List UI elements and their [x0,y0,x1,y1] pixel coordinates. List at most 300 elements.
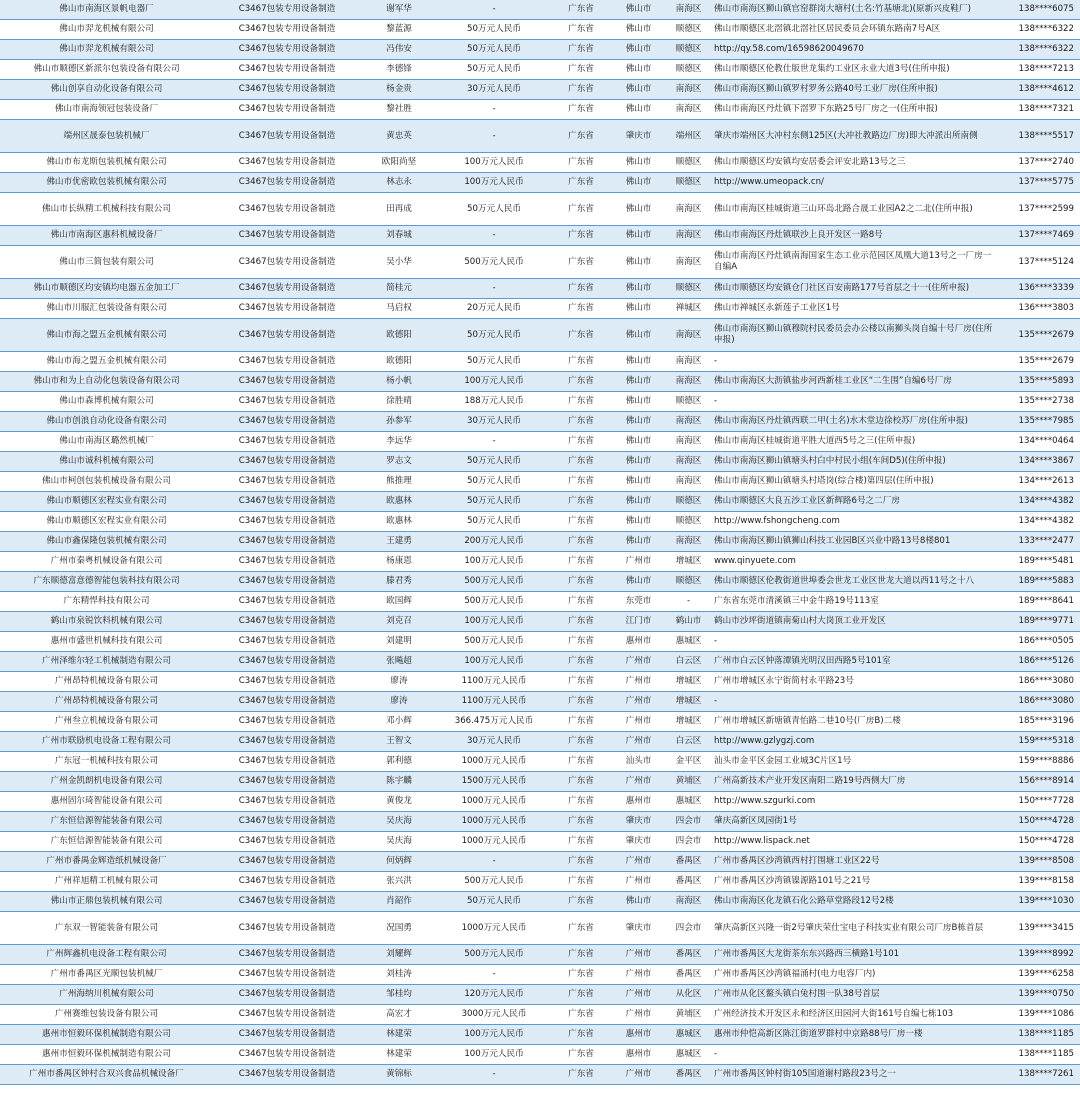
legal-person-cell: 林志永 [361,173,437,193]
address-cell: 佛山市顺德区均安镇仓门社区百安南路177号首层之十一(住所申报) [711,279,1000,299]
registered-capital-cell: 200万元人民币 [437,532,551,552]
registered-capital-cell: 500万元人民币 [437,246,551,279]
province-cell: 广东省 [551,299,611,319]
city-cell: 佛山市 [611,372,666,392]
table-row [0,1005,1080,1025]
registered-capital-cell: 1100万元人民币 [437,692,551,712]
address-cell: 佛山市顺德区伦教街道世埠委会世龙工业区世龙大道以西11号之十八 [711,572,1000,592]
city-cell: 广州市 [611,985,666,1005]
address-cell: 佛山市南海区丹灶镇联沙上良开发区一路8号 [711,226,1000,246]
address-cell: http://www.gzlygzj.com [711,732,1000,752]
company-name-cell: 广东恒信源智能装备有限公司 [0,832,213,852]
province-cell: 广东省 [551,279,611,299]
legal-person-cell: 邹桂均 [361,985,437,1005]
phone-cell: 185****3196 [1000,712,1080,732]
registered-capital-cell: 100万元人民币 [437,153,551,173]
table-row [0,985,1080,1005]
city-cell: 佛山市 [611,572,666,592]
table-row [0,193,1080,226]
phone-cell: 189****9771 [1000,612,1080,632]
district-cell: 南海区 [666,319,711,352]
address-cell: http://www.umeopack.cn/ [711,173,1000,193]
industry-cell: C3467包装专用设备制造 [213,40,361,60]
legal-person-cell: 杨金贵 [361,80,437,100]
district-cell: 顺德区 [666,20,711,40]
district-cell: 惠城区 [666,1045,711,1065]
table-row [0,492,1080,512]
address-cell: 佛山市南海区狮山镇官窑群岗大塘村(土名:竹基塘北)(原新兴皮鞋厂) [711,0,1000,20]
city-cell: 佛山市 [611,100,666,120]
legal-person-cell: 黎蓝源 [361,20,437,40]
city-cell: 广州市 [611,652,666,672]
district-cell: 惠城区 [666,1025,711,1045]
legal-person-cell: 欧国辉 [361,592,437,612]
company-name-cell: 佛山市羿龙机械有限公司 [0,40,213,60]
phone-cell: 138****6075 [1000,0,1080,20]
industry-cell: C3467包装专用设备制造 [213,872,361,892]
phone-cell: 135****2679 [1000,352,1080,372]
address-cell: 广州市番禺区沙湾镇镍源路101号之21号 [711,872,1000,892]
city-cell: 佛山市 [611,892,666,912]
table-row [0,872,1080,892]
district-cell: 四会市 [666,912,711,945]
industry-cell: C3467包装专用设备制造 [213,1025,361,1045]
table-row [0,100,1080,120]
industry-cell: C3467包装专用设备制造 [213,472,361,492]
legal-person-cell: 滕君秀 [361,572,437,592]
table-row [0,80,1080,100]
registered-capital-cell: 100万元人民币 [437,652,551,672]
province-cell: 广东省 [551,672,611,692]
legal-person-cell: 林建荣 [361,1025,437,1045]
legal-person-cell: 林建荣 [361,1045,437,1065]
legal-person-cell: 李远华 [361,432,437,452]
registered-capital-cell: 50万元人民币 [437,60,551,80]
company-name-cell: 广州市番禺区钟村合双兴食品机械设备厂 [0,1065,213,1085]
district-cell: 番禺区 [666,852,711,872]
table-row [0,552,1080,572]
district-cell: 从化区 [666,985,711,1005]
province-cell: 广东省 [551,173,611,193]
industry-cell: C3467包装专用设备制造 [213,80,361,100]
phone-cell: 135****2679 [1000,319,1080,352]
registered-capital-cell: 50万元人民币 [437,452,551,472]
company-name-cell: 佛山市布龙斯包装机械有限公司 [0,153,213,173]
industry-cell: C3467包装专用设备制造 [213,572,361,592]
legal-person-cell: 谢军华 [361,0,437,20]
phone-cell: 156****8914 [1000,772,1080,792]
address-cell: 广州经济技术开发区永和经济区田园河大街161号自编七栋103 [711,1005,1000,1025]
phone-cell: 133****2477 [1000,532,1080,552]
province-cell: 广东省 [551,1065,611,1085]
city-cell: 广州市 [611,552,666,572]
phone-cell: 138****1185 [1000,1045,1080,1065]
province-cell: 广东省 [551,945,611,965]
registered-capital-cell: 100万元人民币 [437,173,551,193]
registered-capital-cell: 50万元人民币 [437,352,551,372]
table-row [0,472,1080,492]
table-row [0,452,1080,472]
legal-person-cell: 况国勇 [361,912,437,945]
phone-cell: 138****4612 [1000,80,1080,100]
district-cell: 南海区 [666,246,711,279]
company-name-cell: 广州辉鑫机电设备工程有限公司 [0,945,213,965]
table-row [0,352,1080,372]
city-cell: 佛山市 [611,532,666,552]
phone-cell: 139****8508 [1000,852,1080,872]
table-row [0,372,1080,392]
company-name-cell: 佛山市和为上自动化包装设备有限公司 [0,372,213,392]
registered-capital-cell: - [437,852,551,872]
table-row [0,672,1080,692]
district-cell: 顺德区 [666,572,711,592]
address-cell: - [711,392,1000,412]
legal-person-cell: 李德锋 [361,60,437,80]
province-cell: 广东省 [551,1045,611,1065]
registered-capital-cell: 1000万元人民币 [437,792,551,812]
table-row [0,712,1080,732]
city-cell: 佛山市 [611,193,666,226]
city-cell: 惠州市 [611,792,666,812]
province-cell: 广东省 [551,60,611,80]
table-row [0,299,1080,319]
address-cell: 汕头市金平区金园工业城3C片区1号 [711,752,1000,772]
address-cell: 佛山市顺德区北滘镇北滘社区居民委员会环镇东路南7号A区 [711,20,1000,40]
district-cell: 鹤山市 [666,612,711,632]
district-cell: 惠城区 [666,792,711,812]
province-cell: 广东省 [551,612,611,632]
company-name-cell: 佛山市顺德区宏程实业有限公司 [0,512,213,532]
province-cell: 广东省 [551,532,611,552]
company-name-cell: 佛山市海之盟五金机械有限公司 [0,352,213,372]
address-cell: 佛山市南海区化龙镇石化公路草堂路段12号2楼 [711,892,1000,912]
district-cell: 端州区 [666,120,711,153]
city-cell: 江门市 [611,612,666,632]
industry-cell: C3467包装专用设备制造 [213,412,361,432]
province-cell: 广东省 [551,652,611,672]
phone-cell: 137****7469 [1000,226,1080,246]
city-cell: 惠州市 [611,1045,666,1065]
district-cell: 白云区 [666,652,711,672]
company-name-cell: 佛山市鑫保隆包装机械有限公司 [0,532,213,552]
industry-cell: C3467包装专用设备制造 [213,945,361,965]
district-cell: 四会市 [666,812,711,832]
registered-capital-cell: 100万元人民币 [437,1025,551,1045]
registered-capital-cell: 50万元人民币 [437,319,551,352]
table-row [0,512,1080,532]
company-name-cell: 佛山市海之盟五金机械有限公司 [0,319,213,352]
province-cell: 广东省 [551,1005,611,1025]
legal-person-cell: 孙参军 [361,412,437,432]
table-row [0,532,1080,552]
registered-capital-cell: 100万元人民币 [437,372,551,392]
table-row [0,832,1080,852]
city-cell: 惠州市 [611,632,666,652]
province-cell: 广东省 [551,120,611,153]
legal-person-cell: 田再成 [361,193,437,226]
city-cell: 广州市 [611,672,666,692]
district-cell: 顺德区 [666,153,711,173]
city-cell: 东莞市 [611,592,666,612]
district-cell: 南海区 [666,432,711,452]
registered-capital-cell: 50万元人民币 [437,512,551,532]
address-cell: www.qinyuete.com [711,552,1000,572]
address-cell: 肇庆高新区凤园街1号 [711,812,1000,832]
registered-capital-cell: 1500万元人民币 [437,772,551,792]
city-cell: 佛山市 [611,246,666,279]
industry-cell: C3467包装专用设备制造 [213,772,361,792]
province-cell: 广东省 [551,852,611,872]
table-row [0,392,1080,412]
industry-cell: C3467包装专用设备制造 [213,672,361,692]
address-cell: http://www.szgurki.com [711,792,1000,812]
table-row [0,732,1080,752]
company-name-cell: 广州昂特机械设备有限公司 [0,672,213,692]
company-name-cell: 佛山市创浪自动化设备有限公司 [0,412,213,432]
phone-cell: 134****4382 [1000,492,1080,512]
industry-cell: C3467包装专用设备制造 [213,279,361,299]
district-cell: - [666,592,711,612]
industry-cell: C3467包装专用设备制造 [213,532,361,552]
company-name-cell: 惠州市恒毅环保机械制造有限公司 [0,1045,213,1065]
address-cell: 广州市从化区鳌头镇白兔村围一队38号首层 [711,985,1000,1005]
district-cell: 南海区 [666,100,711,120]
district-cell: 增城区 [666,672,711,692]
table-row [0,0,1080,20]
city-cell: 广州市 [611,872,666,892]
province-cell: 广东省 [551,732,611,752]
district-cell: 番禺区 [666,872,711,892]
registered-capital-cell: 1000万元人民币 [437,912,551,945]
company-name-cell: 佛山创享自动化设备有限公司 [0,80,213,100]
registered-capital-cell: 50万元人民币 [437,40,551,60]
legal-person-cell: 黄锦标 [361,1065,437,1085]
industry-cell: C3467包装专用设备制造 [213,652,361,672]
industry-cell: C3467包装专用设备制造 [213,692,361,712]
province-cell: 广东省 [551,193,611,226]
address-cell: 佛山市顺德区均安镇均安居委会评安北路13号之三 [711,153,1000,173]
address-cell: 佛山市南海区狮山镇狮山科技工业园B区兴业中路13号8楼801 [711,532,1000,552]
registered-capital-cell: - [437,432,551,452]
company-name-cell: 佛山市顺德区均安镇均电器五金加工厂 [0,279,213,299]
district-cell: 禅城区 [666,299,711,319]
phone-cell: 150****4728 [1000,832,1080,852]
city-cell: 肇庆市 [611,120,666,153]
legal-person-cell: 简桂元 [361,279,437,299]
table-row [0,20,1080,40]
province-cell: 广东省 [551,472,611,492]
legal-person-cell: 黄俊龙 [361,792,437,812]
company-name-cell: 广州赛维包装设备有限公司 [0,1005,213,1025]
registered-capital-cell: 1100万元人民币 [437,672,551,692]
province-cell: 广东省 [551,752,611,772]
phone-cell: 135****2738 [1000,392,1080,412]
company-name-cell: 广东顺德富意德智能包装科技有限公司 [0,572,213,592]
province-cell: 广东省 [551,492,611,512]
address-cell: 广州市增城区新塘镇青怡路二巷10号(厂房B)二楼 [711,712,1000,732]
industry-cell: C3467包装专用设备制造 [213,1005,361,1025]
registered-capital-cell: 1000万元人民币 [437,812,551,832]
district-cell: 南海区 [666,372,711,392]
company-name-cell: 佛山市森博机械有限公司 [0,392,213,412]
registered-capital-cell: - [437,0,551,20]
province-cell: 广东省 [551,0,611,20]
address-cell: 鹤山市沙坪街道镇南菊山村大岗顶工业开发区 [711,612,1000,632]
province-cell: 广东省 [551,832,611,852]
company-name-cell: 佛山市南海领冠包装设备厂 [0,100,213,120]
company-name-cell: 广州叁立机械设备有限公司 [0,712,213,732]
registered-capital-cell: 30万元人民币 [437,80,551,100]
city-cell: 广州市 [611,945,666,965]
industry-cell: C3467包装专用设备制造 [213,100,361,120]
company-name-cell: 广州泽维尔轻工机械制造有限公司 [0,652,213,672]
table-row [0,772,1080,792]
city-cell: 佛山市 [611,279,666,299]
district-cell: 顺德区 [666,492,711,512]
industry-cell: C3467包装专用设备制造 [213,120,361,153]
legal-person-cell: 刘耀辉 [361,945,437,965]
city-cell: 佛山市 [611,226,666,246]
address-cell: 广州市增城区永宁街简村永平路23号 [711,672,1000,692]
legal-person-cell: 张飚超 [361,652,437,672]
address-cell: 佛山市南海区大沥镇盐步河西新桂工业区“二生围”自编6号厂房 [711,372,1000,392]
district-cell: 顺德区 [666,279,711,299]
district-cell: 南海区 [666,193,711,226]
phone-cell: 186****0505 [1000,632,1080,652]
address-cell: 佛山市南海区狮山镇塘头村塔岗(综合楼)第四层(住所申报) [711,472,1000,492]
legal-person-cell: 廖涛 [361,692,437,712]
province-cell: 广东省 [551,632,611,652]
phone-cell: 135****7985 [1000,412,1080,432]
legal-person-cell: 徐胜晴 [361,392,437,412]
table-row [0,153,1080,173]
city-cell: 佛山市 [611,173,666,193]
industry-cell: C3467包装专用设备制造 [213,392,361,412]
phone-cell: 136****3339 [1000,279,1080,299]
phone-cell: 186****3080 [1000,672,1080,692]
company-name-cell: 惠州市盛世机械科技有限公司 [0,632,213,652]
registered-capital-cell: 50万元人民币 [437,193,551,226]
legal-person-cell: 刘桂涛 [361,965,437,985]
address-cell: 佛山市南海区丹灶镇南海国家生态工业示范园区凤凰大道13号之一厂房一自编A [711,246,1000,279]
company-name-cell: 佛山市南海区惠科机械设备厂 [0,226,213,246]
address-cell: 惠州市仲恺高新区陈江街道罗群村中京路88号厂房一楼 [711,1025,1000,1045]
company-name-cell: 广东恒信源智能装备有限公司 [0,812,213,832]
company-name-cell: 佛山市川服汇包装设备有限公司 [0,299,213,319]
registered-capital-cell: 100万元人民币 [437,1045,551,1065]
legal-person-cell: 吴庆海 [361,832,437,852]
address-cell: 佛山市南海区桂城街道平胜大道西5号之三(住所申报) [711,432,1000,452]
phone-cell: 134****0464 [1000,432,1080,452]
phone-cell: 137****2599 [1000,193,1080,226]
address-cell: - [711,352,1000,372]
legal-person-cell: 杨小帆 [361,372,437,392]
registered-capital-cell: 500万元人民币 [437,592,551,612]
company-name-cell: 广东精悍科技有限公司 [0,592,213,612]
province-cell: 广东省 [551,812,611,832]
province-cell: 广东省 [551,985,611,1005]
city-cell: 佛山市 [611,20,666,40]
registered-capital-cell: 20万元人民币 [437,299,551,319]
city-cell: 佛山市 [611,412,666,432]
industry-cell: C3467包装专用设备制造 [213,965,361,985]
industry-cell: C3467包装专用设备制造 [213,592,361,612]
address-cell: 佛山市顺德区伦教仕版世龙集约工业区永业大道3号(住所申报) [711,60,1000,80]
address-cell: 佛山市禅城区永新莲子工业区1号 [711,299,1000,319]
address-cell: http://www.lispack.net [711,832,1000,852]
phone-cell: 137****5124 [1000,246,1080,279]
province-cell: 广东省 [551,772,611,792]
province-cell: 广东省 [551,319,611,352]
table-row [0,912,1080,945]
table-row [0,632,1080,652]
district-cell: 黄埔区 [666,772,711,792]
legal-person-cell: 王建勇 [361,532,437,552]
address-cell: - [711,692,1000,712]
legal-person-cell: 王智文 [361,732,437,752]
legal-person-cell: 欧德阳 [361,319,437,352]
province-cell: 广东省 [551,412,611,432]
registered-capital-cell: 50万元人民币 [437,20,551,40]
table-row [0,612,1080,632]
city-cell: 广州市 [611,852,666,872]
district-cell: 番禺区 [666,1065,711,1085]
city-cell: 佛山市 [611,0,666,20]
phone-cell: 189****8641 [1000,592,1080,612]
table-row [0,246,1080,279]
company-name-cell: 广州金凯朗机电设备有限公司 [0,772,213,792]
legal-person-cell: 廖涛 [361,672,437,692]
phone-cell: 186****3080 [1000,692,1080,712]
company-name-cell: 佛山市羿龙机械有限公司 [0,20,213,40]
phone-cell: 134****2613 [1000,472,1080,492]
company-name-cell: 广东冠一机械科技有限公司 [0,752,213,772]
industry-cell: C3467包装专用设备制造 [213,60,361,80]
district-cell: 顺德区 [666,173,711,193]
phone-cell: 189****5481 [1000,552,1080,572]
registered-capital-cell: 500万元人民币 [437,572,551,592]
company-name-cell: 佛山市长纵精工机械科技有限公司 [0,193,213,226]
address-cell: 佛山市南海区桂城街道三山环岛北路合晟工业园A2之二北(住所申报) [711,193,1000,226]
phone-cell: 139****6258 [1000,965,1080,985]
city-cell: 广州市 [611,732,666,752]
province-cell: 广东省 [551,1025,611,1045]
table-row [0,965,1080,985]
registered-capital-cell: 50万元人民币 [437,892,551,912]
phone-cell: 137****5775 [1000,173,1080,193]
province-cell: 广东省 [551,872,611,892]
phone-cell: 138****7213 [1000,60,1080,80]
province-cell: 广东省 [551,392,611,412]
district-cell: 金平区 [666,752,711,772]
district-cell: 惠城区 [666,632,711,652]
company-name-cell: 鹤山市泉锐饮料机械有限公司 [0,612,213,632]
district-cell: 南海区 [666,532,711,552]
city-cell: 佛山市 [611,80,666,100]
district-cell: 四会市 [666,832,711,852]
company-name-cell: 佛山市柯创包装机械设备有限公司 [0,472,213,492]
registered-capital-cell: - [437,965,551,985]
legal-person-cell: 欧阳尚坚 [361,153,437,173]
legal-person-cell: 冯伟安 [361,40,437,60]
phone-cell: 139****0750 [1000,985,1080,1005]
province-cell: 广东省 [551,40,611,60]
address-cell: 肇庆高新区兴隆一街2号肇庆荣仕宝电子科技实业有限公司厂房B栋首层 [711,912,1000,945]
legal-person-cell: 郭利德 [361,752,437,772]
company-name-cell: 广州市联励机电设备工程有限公司 [0,732,213,752]
legal-person-cell: 马启权 [361,299,437,319]
registered-capital-cell: - [437,1065,551,1085]
